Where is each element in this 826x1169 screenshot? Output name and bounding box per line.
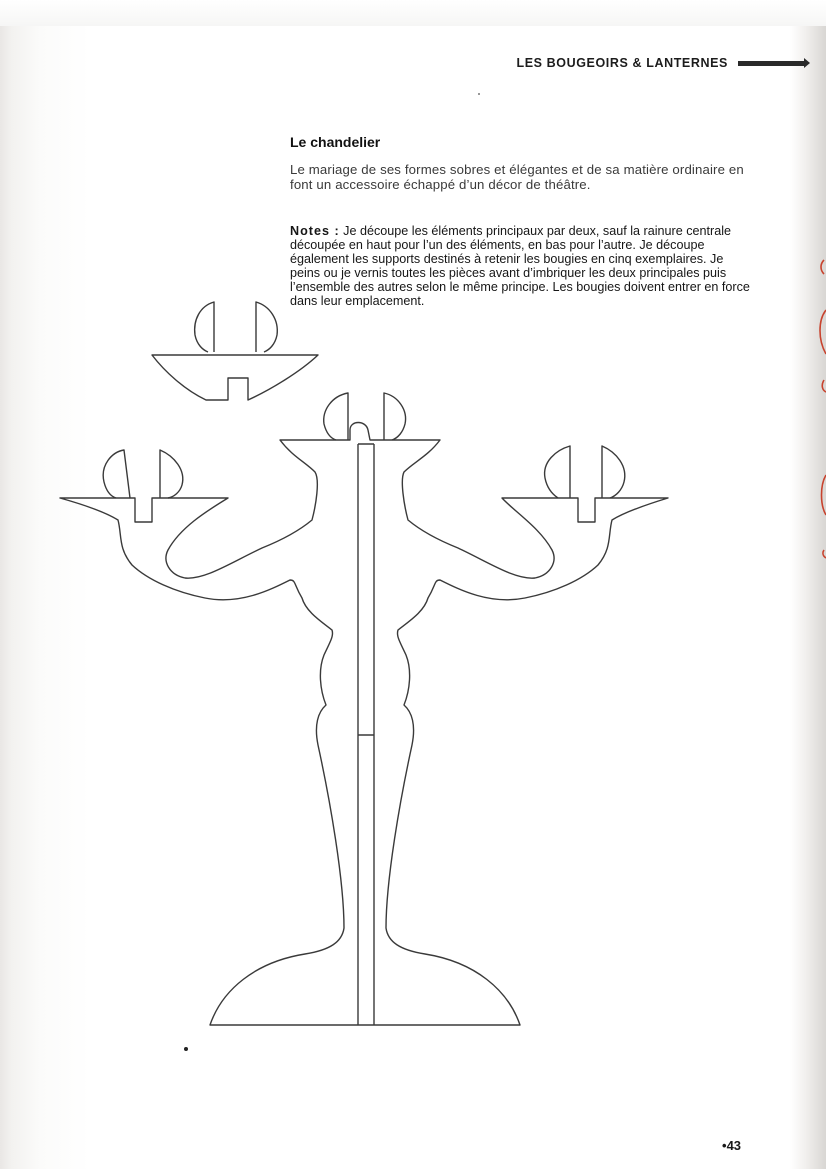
header-title: LES BOUGEOIRS & LANTERNES [516,56,728,70]
candle-holder-outline [152,355,318,400]
right-arm-prong-left [545,446,570,498]
facing-page-marks [814,250,826,580]
notes-text: Je découpe les éléments principaux par deux, sauf la rainure centrale découpée en haut pour l’un des éléments, en bas pour l’autre. Je découpe également les supports destinés à retenir les bougies en cinq exemplaires. Je peins ou je vernis toutes les pièces avant d’imbriquer les deux principales puis l’ensemble des autres selon le même principe. Les bougies doivent entrer en force dans leur emplacement. [290,224,750,308]
red-mark [821,260,824,274]
page-number-value: 43 [726,1138,742,1153]
candle-holder-piece [152,302,318,400]
chandelier-outline [60,423,668,1026]
stray-dot [184,1047,188,1051]
red-mark [822,475,826,515]
center-prong-right [384,393,406,440]
red-mark [820,310,826,354]
candle-holder-left-prong [195,302,214,352]
central-slot [358,444,374,1025]
red-mark [822,380,826,392]
left-arm-prong-left [103,450,130,498]
left-arm-prong-right [160,450,183,498]
article-title: Le chandelier [290,134,381,150]
notes-label: Notes : [290,224,340,238]
page-number [722,1138,741,1153]
center-prong-left [324,393,348,440]
stray-dot [478,93,480,95]
chandelier-body [60,393,668,1025]
bullet-icon: • [722,1138,727,1153]
article-intro: Le mariage de ses formes sobres et élégantes et de sa matière ordinaire en font un accessoire échappé d’un décor de théâtre. [290,162,744,192]
candle-holder-right-prong [256,302,277,352]
right-arm-prong-right [602,446,625,498]
